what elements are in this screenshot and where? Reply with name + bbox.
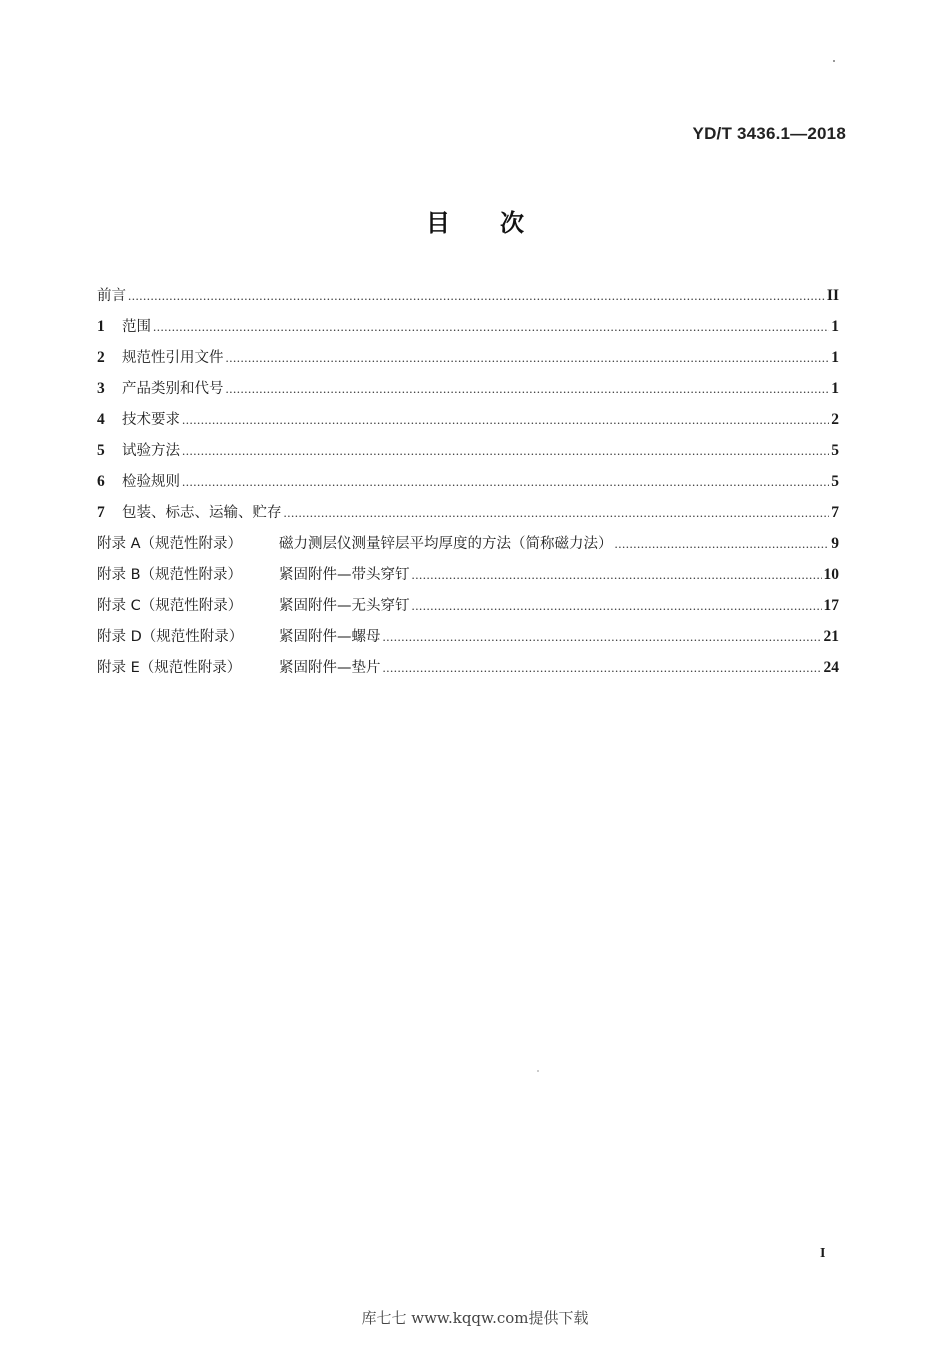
toc-entry[interactable] [97, 497, 839, 528]
toc-entry-page: 7 [831, 504, 839, 521]
toc-entry-number: 7 [97, 504, 105, 521]
toc-entry-page: II [826, 287, 839, 304]
toc-leader-dots [226, 373, 830, 404]
toc-entry-page: 5 [831, 473, 839, 490]
toc-appendix-label: 磁力测层仪测量锌层平均厚度的方法（简称磁力法） [279, 536, 613, 552]
toc-appendix-label: 紧固附件—无头穿钉 [279, 598, 410, 614]
toc-leader-dots [412, 559, 822, 590]
toc-appendix-prefix: 附录 C（规范性附录） [97, 598, 243, 614]
toc-leader-dots [128, 280, 825, 311]
toc-appendix-label: 紧固附件—螺母 [279, 629, 381, 645]
page-number: I [820, 1246, 826, 1261]
toc-entry-page: 1 [831, 349, 839, 366]
toc-appendix-prefix: 附录 D（规范性附录） [97, 629, 244, 645]
toc-appendix-entry[interactable] [97, 652, 839, 683]
toc-entry-label: 范围 [122, 319, 151, 335]
toc-leader-dots [182, 404, 829, 435]
toc-leader-dots [615, 528, 830, 559]
toc-entry-preface[interactable] [97, 280, 839, 311]
standard-code: YD/T 3436.1—2018 [692, 124, 846, 143]
toc-entry-label: 前言 [97, 288, 126, 304]
toc-entry-label: 规范性引用文件 [122, 350, 224, 366]
toc-entry[interactable] [97, 404, 839, 435]
toc-appendix-entry[interactable] [97, 528, 839, 559]
download-source-note: 库七七 www.kqqw.com提供下载 [361, 1309, 589, 1327]
table-of-contents [97, 280, 839, 683]
toc-entry-label: 技术要求 [122, 412, 180, 428]
toc-appendix-entry[interactable] [97, 590, 839, 621]
toc-leader-dots [412, 590, 822, 621]
toc-entry[interactable] [97, 373, 839, 404]
toc-appendix-label: 紧固附件—垫片 [279, 660, 381, 676]
toc-appendix-page: 21 [823, 628, 839, 645]
toc-entry-label: 试验方法 [122, 443, 180, 459]
page-title-char-1: 目 [426, 209, 450, 237]
toc-leader-dots [182, 435, 829, 466]
toc-appendix-prefix: 附录 B（规范性附录） [97, 567, 243, 583]
toc-entry-number: 6 [97, 473, 105, 490]
toc-entry-number: 4 [97, 411, 105, 428]
toc-appendix-page: 9 [831, 535, 839, 552]
toc-entry[interactable] [97, 342, 839, 373]
toc-entry-number: 1 [97, 318, 105, 335]
toc-entry-label: 产品类别和代号 [122, 381, 224, 397]
toc-entry-label: 包装、标志、运输、贮存 [122, 505, 282, 521]
toc-appendix-entry[interactable] [97, 559, 839, 590]
toc-entry-number: 5 [97, 442, 105, 459]
toc-entry-label: 检验规则 [122, 474, 180, 490]
toc-entry[interactable] [97, 435, 839, 466]
toc-appendix-entry[interactable] [97, 621, 839, 652]
page-title-char-2: 次 [500, 209, 524, 237]
scan-speck [537, 1070, 539, 1072]
toc-appendix-page: 10 [823, 566, 839, 583]
toc-entry-page: 1 [831, 318, 839, 335]
toc-appendix-label: 紧固附件—带头穿钉 [279, 567, 410, 583]
toc-entry[interactable] [97, 311, 839, 342]
toc-entry-page: 2 [831, 411, 839, 428]
toc-leader-dots [383, 621, 822, 652]
toc-entry-number: 2 [97, 349, 105, 366]
toc-appendix-page: 24 [823, 659, 839, 676]
toc-leader-dots [226, 342, 830, 373]
toc-entry-page: 1 [831, 380, 839, 397]
toc-entry-page: 5 [831, 442, 839, 459]
toc-leader-dots [383, 652, 822, 683]
toc-entry[interactable] [97, 466, 839, 497]
scan-speck [833, 60, 835, 62]
toc-appendix-prefix: 附录 E（规范性附录） [97, 660, 242, 676]
toc-entry-number: 3 [97, 380, 105, 397]
toc-appendix-prefix: 附录 A（规范性附录） [97, 536, 243, 552]
page-title [0, 203, 950, 238]
toc-leader-dots [182, 466, 829, 497]
toc-leader-dots [153, 311, 829, 342]
toc-appendix-page: 17 [823, 597, 839, 614]
toc-leader-dots [284, 497, 830, 528]
